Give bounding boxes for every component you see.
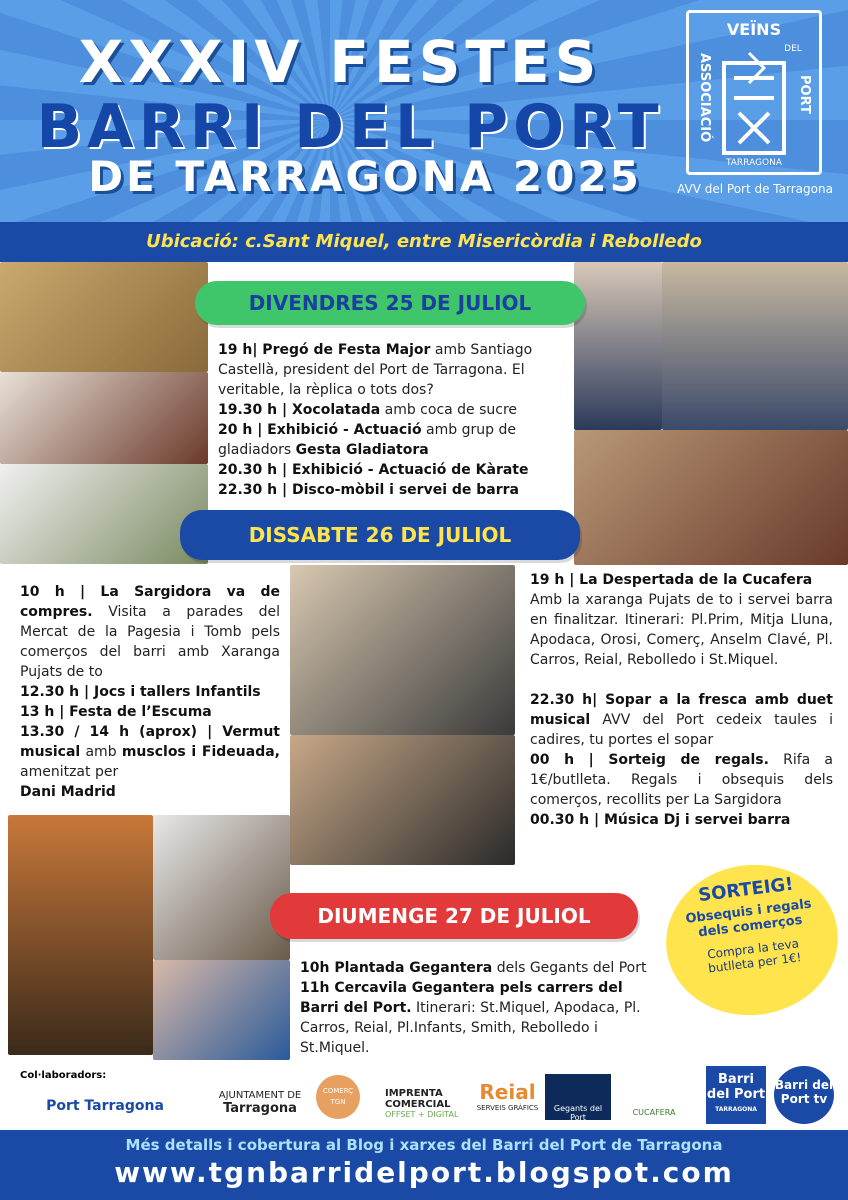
sponsor-cucafera: CUCAFERA: [632, 1108, 676, 1117]
saturday-evening-3: 00 h | Sorteig de regals. Rifa a 1€/butlleta. Regals i obsequis dels comerços, recollits per La Sargidora: [530, 752, 833, 808]
saturday-evening-1: 19 h | La Despertada de la Cucafera: [530, 572, 813, 588]
sponsor-comerc-tgn: COMERÇ TGN: [316, 1075, 360, 1119]
raffle-cta: Compra la teva butlleta per 1€!: [706, 936, 803, 976]
photo-singer: [153, 815, 290, 960]
saturday-evening-1-detail: Amb la xaranga Pujats de to i servei barra en finalitzar. Itinerari: Pl.Prim, Mitja Lluna, Apodaca, Orosi, Comerç, Anselm Clavé, Pl. Carros, Reial, Rebolledo i St.Miquel.: [530, 592, 833, 668]
sponsor-barri-port-tv: Barri del Port tv: [774, 1066, 834, 1124]
title-line-1: XXXIV FESTES: [78, 28, 602, 96]
saturday-item-5: Dani Madrid: [20, 784, 116, 800]
photo-coca: [0, 262, 208, 372]
sponsor-ajuntament: AJUNTAMENT DE Tarragona: [218, 1090, 302, 1116]
photo-fideuada: [8, 815, 153, 1055]
photo-giants: [153, 960, 290, 1060]
title-line-2: BARRI DEL PORT: [36, 92, 664, 162]
logo-text-bottom: TARRAGONA: [725, 158, 783, 168]
logo-text-right: PORT: [797, 75, 812, 114]
photo-speaker: [574, 262, 662, 430]
saturday-evening-2: 22.30 h| Sopar a la fresca amb duet musical AVV del Port cedeix taules i cadires, tu portes el sopar: [530, 692, 833, 748]
logo-text-top: VEÏNS: [726, 20, 782, 39]
raffle-title: SORTEIG!: [697, 873, 795, 907]
footer: [0, 1130, 848, 1200]
sponsor-port-tarragona: Port Tarragona: [46, 1098, 164, 1114]
saturday-evening-4: 00.30 h | Música Dj i servei barra: [530, 812, 791, 828]
raffle-badge: [658, 855, 847, 1025]
photo-gladiators: [574, 430, 848, 565]
friday-item-5: 22.30 h | Disco-mòbil i servei de barra: [218, 482, 519, 498]
footer-info: Més detalls i cobertura al Blog i xarxes del Barri del Port de Tarragona: [125, 1136, 723, 1154]
sponsor-gegants: Gegants del Port: [545, 1074, 611, 1120]
friday-item-3: 20 h | Exhibició - Actuació amb grup de gladiadors Gesta Gladiatora: [218, 422, 516, 458]
photo-chocolate: [0, 372, 208, 464]
friday-item-4: 20.30 h | Exhibició - Actuació de Kàrate: [218, 462, 529, 478]
photo-xaranga: [290, 565, 515, 735]
friday-heading: DIVENDRES 25 DE JULIOL: [195, 281, 585, 325]
saturday-item-4: 13.30 / 14 h (aprox) | Vermut musical amb musclos i Fideuada, amenitzat per: [20, 724, 280, 780]
saturday-schedule-left: [20, 582, 280, 802]
saturday-item-2: 12.30 h | Jocs i tallers Infantils: [20, 684, 261, 700]
title-line-3: DE TARRAGONA 2025: [88, 152, 642, 201]
logo-text-small: DEL: [784, 44, 802, 54]
sponsor-barri-port: Barri del Port TARRAGONA: [706, 1066, 766, 1124]
logo-artwork-icon: [689, 13, 819, 172]
saturday-schedule-right: [530, 570, 833, 830]
footer-url[interactable]: www.tgnbarridelport.blogspot.com: [114, 1156, 734, 1189]
sponsor-reial: Reial SERVEIS GRÀFICS: [476, 1080, 539, 1112]
sunday-item-1: 10h Plantada Gegantera dels Gegants del Port: [300, 960, 647, 976]
logo-caption: AVV del Port de Tarragona: [677, 182, 833, 196]
location-bar: Ubicació: c.Sant Miquel, entre Misericòrdia i Rebolledo: [0, 222, 848, 262]
friday-schedule: [218, 340, 568, 500]
sunday-heading: DIUMENGE 27 DE JULIOL: [270, 893, 638, 939]
logo-text-left: ASSOCIACIÓ: [697, 53, 712, 143]
friday-item-2: 19.30 h | Xocolatada amb coca de sucre: [218, 402, 518, 418]
photo-cucafera: [290, 735, 515, 865]
saturday-item-3: 13 h | Festa de l’Escuma: [20, 704, 212, 720]
association-logo: [686, 10, 822, 175]
sunday-schedule: [300, 958, 660, 1058]
sponsors-label: Col·laboradors:: [20, 1070, 107, 1081]
friday-item-1: 19 h| Pregó de Festa Major amb Santiago Castellà, president del Port de Tarragona. El veritable, la rèplica o tots dos?: [218, 342, 533, 398]
photo-foam-party: [0, 464, 208, 564]
saturday-heading: DISSABTE 26 DE JULIOL: [180, 510, 580, 560]
sunday-item-2: 11h Cercavila Gegantera pels carrers del Barri del Port. Itinerari: St.Miquel, Apodaca, Pl. Carros, Reial, Pl.Infants, Smith, Rebolledo i St.Miquel.: [300, 980, 641, 1056]
saturday-item-1: 10 h | La Sargidora va de compres. Visita a parades del Mercat de la Pagesia i Tomb pels comerços del barri amb Xaranga Pujats de to: [20, 584, 280, 680]
raffle-subtitle: Obsequis i regals dels comerços: [684, 896, 813, 941]
photo-karate: [662, 262, 848, 430]
sponsor-imprenta: IMPRENTA COMERCIAL OFFSET + DIGITAL: [385, 1088, 459, 1119]
